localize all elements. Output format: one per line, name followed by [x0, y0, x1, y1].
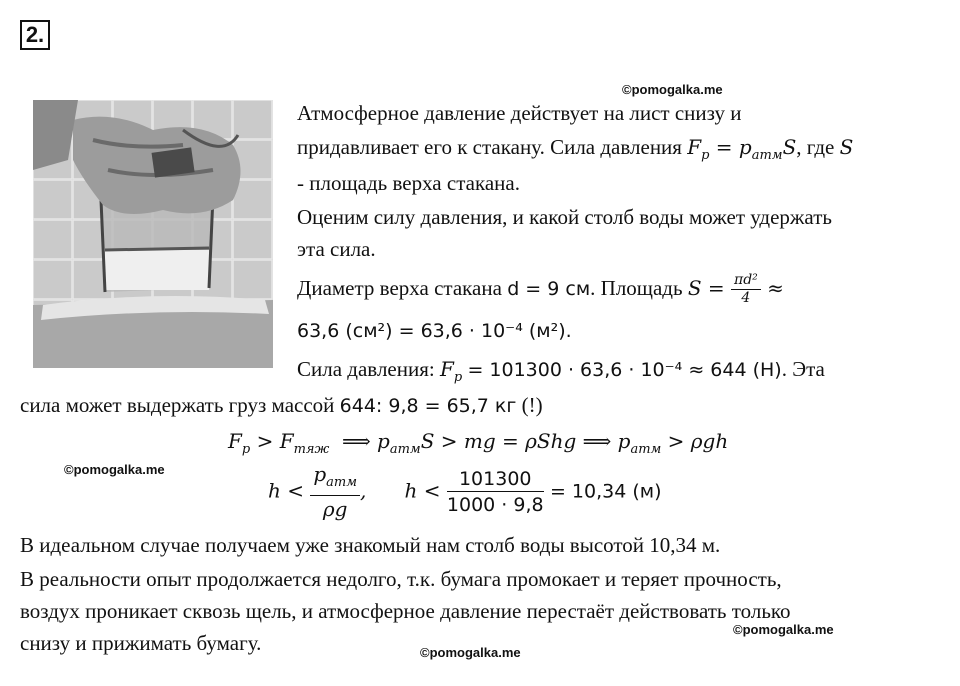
text-fragment: Сила давления:	[297, 357, 435, 381]
text-line: эта сила.	[297, 237, 376, 261]
text-line	[20, 390, 543, 421]
math-force-formula: $F_p = p_{атм}S$	[687, 135, 797, 163]
text-fragment: , где	[796, 135, 835, 159]
math-height-result: = 10,34 (м)	[549, 480, 662, 503]
text-line: Оценим силу давления, и какой столб воды может удержать	[297, 205, 832, 229]
experiment-photo	[33, 100, 273, 368]
watermark: ©pomogalka.me	[622, 82, 723, 97]
glass-photo-illustration	[33, 100, 273, 368]
fraction: $\frac{p_{атм}}{\rho g}$	[310, 462, 360, 522]
text-line: - площадь верха стакана.	[297, 171, 520, 195]
text-line: Атмосферное давление действует на лист снизу и	[297, 101, 742, 125]
text-fragment: сила может выдержать груз массой	[20, 393, 335, 417]
text-line	[297, 132, 853, 171]
math-inequality-chain: $F_p > F_{тяж}$ ⟹ $p_{атм}S$ > mg = ρShg ⟹ $p_{атм} > \rho gh$	[228, 429, 729, 457]
text-fragment: (!)	[521, 393, 543, 417]
math-var-s: S	[839, 135, 854, 159]
text-line	[297, 354, 825, 393]
fraction: $\frac{\text{πd²}}{4}$	[731, 272, 761, 307]
text-fragment: . Площадь	[590, 276, 683, 300]
text-paragraph: В реальности опыт продолжается недолго, т.к. бумага промокает и теряет прочность,	[20, 567, 782, 591]
text-fragment: Диаметр верха стакана	[297, 276, 502, 300]
math-area-result: 63,6 (см²) = 63,6 · 10⁻⁴ (м²).	[297, 320, 572, 342]
text-paragraph: снизу и прижимать бумагу.	[20, 631, 262, 655]
watermark: ©pomogalka.me	[420, 645, 521, 660]
text-paragraph: воздух проникает сквозь щель, и атмосферное давление перестаёт действовать только	[20, 599, 791, 623]
math-mass: 644: 9,8 = 65,7 кг	[339, 395, 517, 417]
text-line	[297, 272, 784, 307]
problem-number: 2.	[20, 20, 50, 50]
watermark: ©pomogalka.me	[64, 462, 165, 477]
fraction: $\frac{101300}{1000 \cdot 9,8}$	[446, 467, 544, 516]
math-area-formula: S = $\frac{\text{πd²}}{4}$ ≈	[687, 272, 784, 306]
math-force-value: = 101300 · 63,6 · 10⁻⁴ ≈ 644 (Н)	[467, 359, 782, 381]
text-fragment: придавливает его к стакану. Сила давления	[297, 135, 682, 159]
text-paragraph: В идеальном случае получаем уже знакомый нам столб воды высотой 10,34 м.	[20, 533, 721, 557]
watermark: ©pomogalka.me	[733, 622, 834, 637]
text-fragment: . Эта	[781, 357, 825, 381]
math-diameter: d = 9 см	[507, 278, 591, 300]
math-force-symbol: $F_p$	[439, 357, 463, 385]
math-height-formula: h < $\frac{p_{атм}}{\rho g}$ , h < $\frac{101300}{1000 \cdot 9,8}$ = 10,34 (м)	[268, 462, 662, 521]
